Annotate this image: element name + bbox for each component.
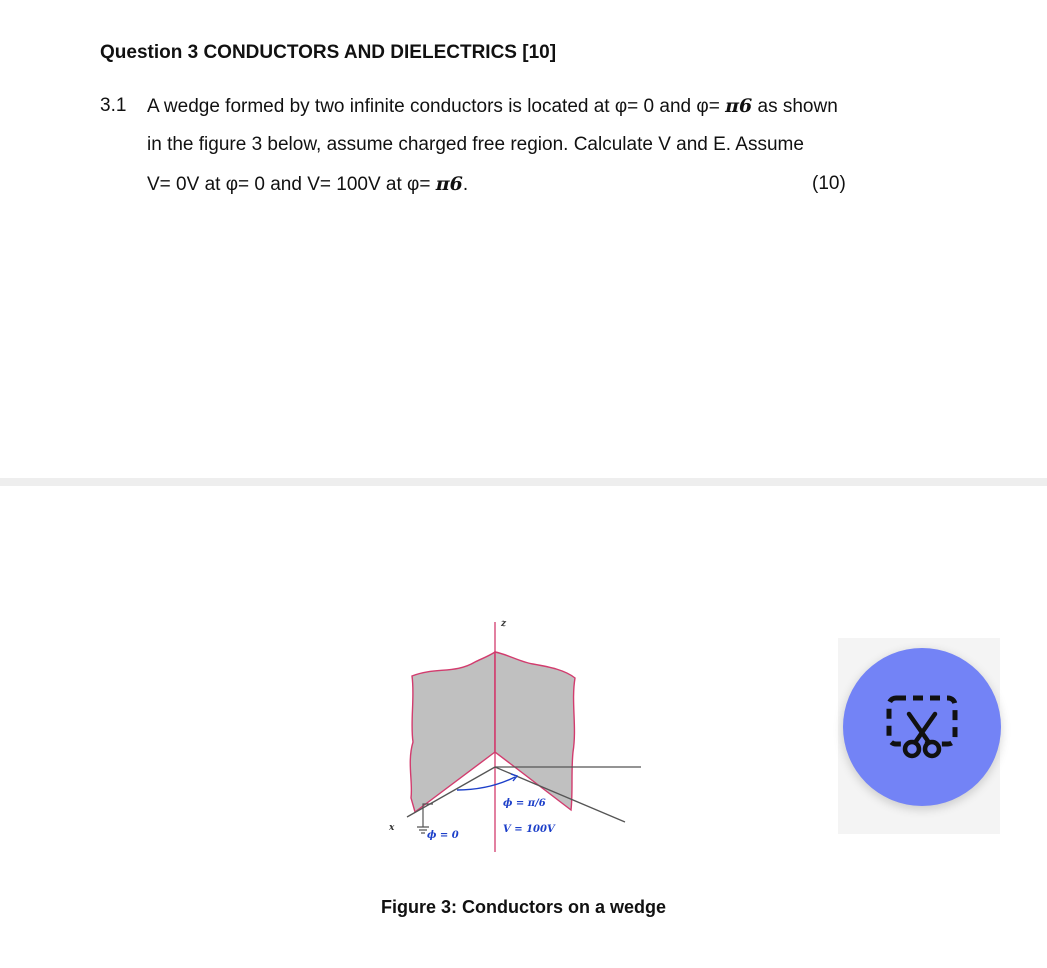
question-text-line-1 — [147, 95, 838, 118]
page-separator — [0, 478, 1047, 486]
figure-caption: Figure 3: Conductors on a wedge — [380, 897, 667, 917]
document-page-top — [0, 0, 1047, 478]
question-text-line-3 — [147, 173, 468, 196]
voltage-label: V = 100V — [503, 824, 555, 835]
question-marks: (10) — [812, 173, 846, 194]
x-axis-label: x — [389, 823, 395, 833]
phi-pi6-label: ϕ = π/6 — [503, 798, 546, 809]
question-text-line-3b: . — [462, 174, 469, 195]
snip-tool-button[interactable] — [843, 648, 1001, 806]
question-text-line-1a: A wedge formed by two infinite conductors is located at φ= 0 and φ= — [147, 96, 720, 117]
snip-scissors-icon — [885, 694, 959, 760]
z-axis-label: z — [501, 619, 507, 629]
question-title: Question 3 CONDUCTORS AND DIELECTRICS [10] — [100, 42, 557, 63]
pi-over-six: π6 — [725, 95, 753, 117]
question-text-line-2: in the figure 3 below, assume charged free region. Calculate V and E. Assume — [147, 134, 804, 155]
question-number: 3.1 — [100, 95, 127, 116]
phi-zero-label: ϕ = 0 — [427, 830, 459, 841]
pi-over-six-2: π6 — [435, 173, 463, 195]
wedge-figure — [385, 612, 655, 862]
conductor-plate-phi-pi6 — [495, 652, 575, 810]
question-text-line-1b: as shown — [757, 96, 838, 117]
question-text-line-3a: V= 0V at φ= 0 and V= 100V at φ= — [147, 174, 431, 195]
